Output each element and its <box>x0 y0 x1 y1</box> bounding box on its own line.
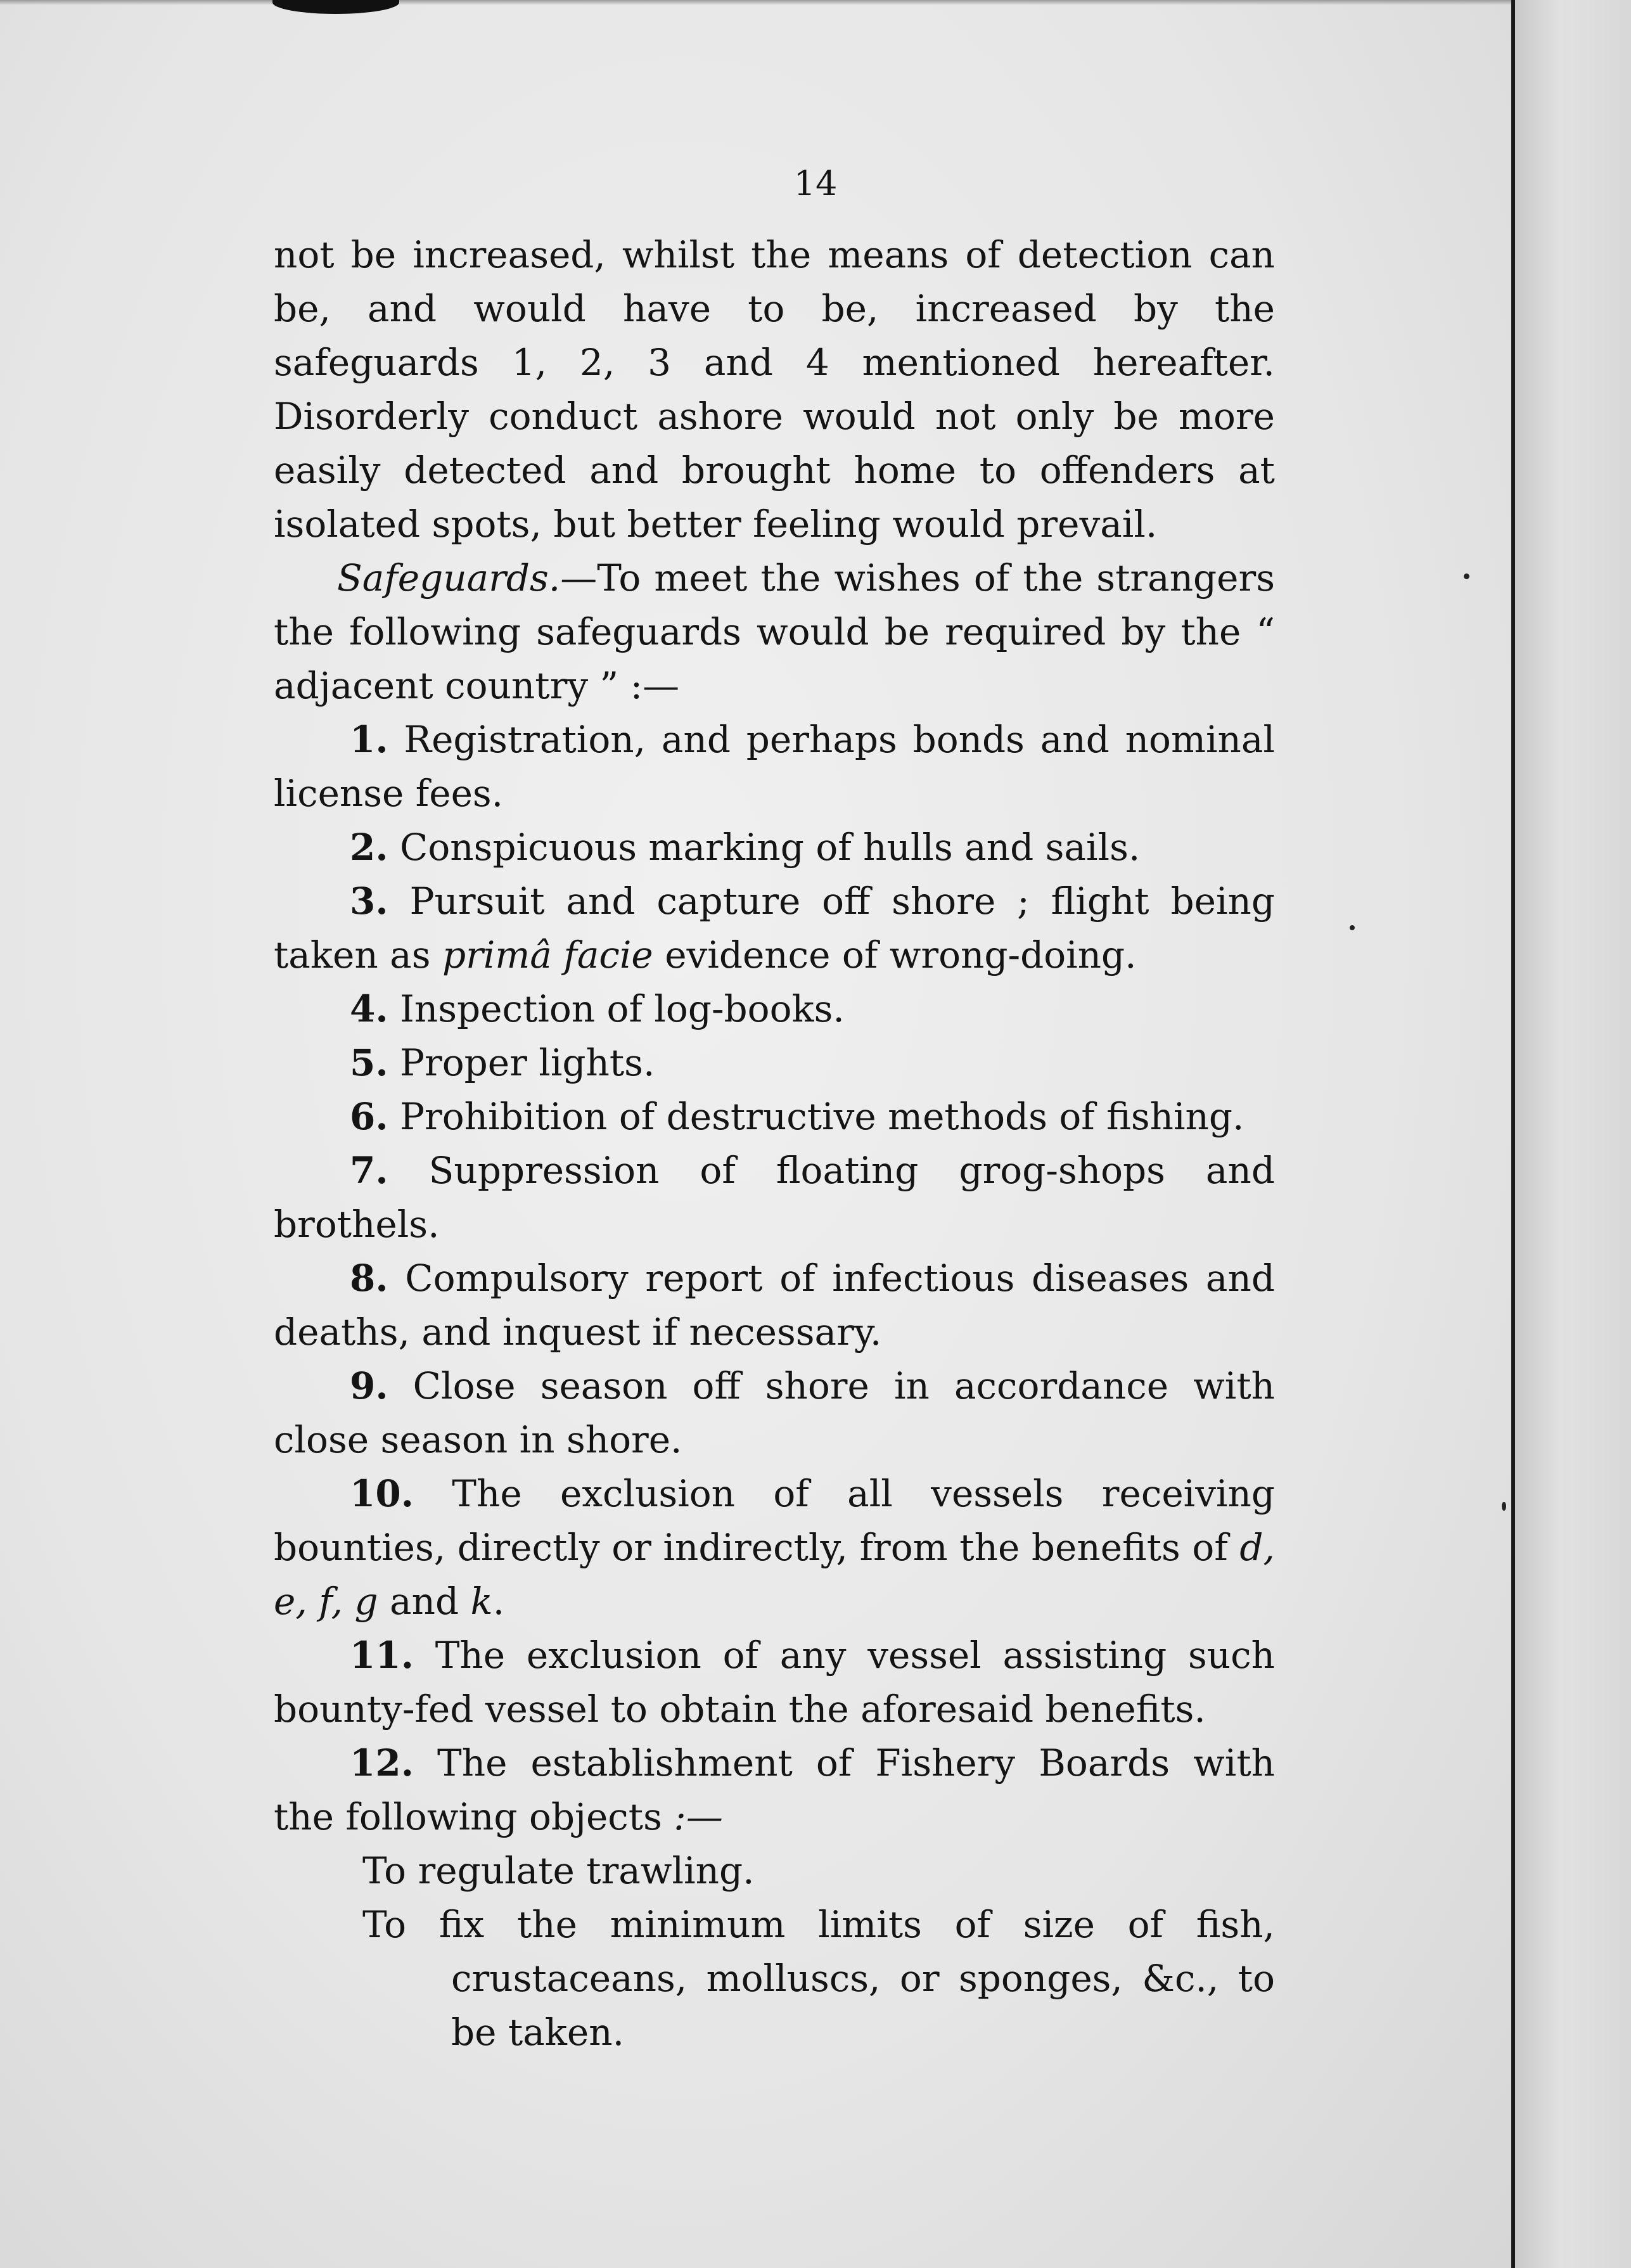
item-text: Close season off shore in accordance with close season in shore. <box>274 1364 1275 1461</box>
safeguards-paragraph <box>274 551 1275 713</box>
item-number: 6. <box>350 1095 388 1138</box>
item-number: 4. <box>350 987 388 1030</box>
item-number: 12. <box>350 1741 414 1784</box>
ink-speck <box>1350 925 1355 930</box>
list-item <box>274 1090 1275 1144</box>
item-text: Proper lights. <box>400 1041 655 1084</box>
sub-item: To fix the minimum limits of size of fish, crustaceans, molluscs, or sponges, &c., to be taken. <box>362 1903 1275 2054</box>
item-number: 2. <box>350 826 388 869</box>
item-text: The establishment of Fishery Boards with the following objects <box>274 1741 1275 1838</box>
item-text: The exclusion of any vessel assisting such bounty-fed vessel to obtain the aforesaid benefits. <box>274 1634 1276 1731</box>
item-text: Conspicuous marking of hulls and sails. <box>400 826 1141 869</box>
page-text <box>274 158 1275 2060</box>
list-item <box>274 1359 1275 1467</box>
list-item <box>274 1036 1275 1090</box>
item-italic-letter: k <box>470 1580 493 1623</box>
list-item <box>274 821 1275 875</box>
page-top-edge <box>0 0 1511 5</box>
item-italic-letters: d, e, f, g <box>274 1526 1275 1623</box>
list-item <box>274 1629 1275 1736</box>
item-number: 10. <box>350 1472 414 1515</box>
ink-speck <box>1502 1502 1506 1511</box>
list-item <box>274 1144 1275 1252</box>
list-item <box>274 982 1275 1036</box>
item-text: The exclusion of all vessels receiving bounties, directly or indirectly, from the benefits of <box>274 1472 1276 1569</box>
item-number: 3. <box>350 880 388 923</box>
item-number: 5. <box>350 1041 388 1084</box>
item-text: and <box>378 1580 471 1623</box>
adjacent-page-strip <box>1515 0 1631 2268</box>
continuation-paragraph: not be increased, whilst the means of detection can be, and would have to be, increased by the safeguards 1, 2, 3 and 4 mentioned hereafter. Disorderly conduct ashore would not only be more easily detected and brought home to offenders at isolated spots, but better feeling would prevail. <box>274 233 1275 546</box>
item-italic-text: :— <box>674 1795 723 1838</box>
item-number: 8. <box>350 1257 388 1300</box>
sub-item: To regulate trawling. <box>362 1849 755 1892</box>
item-italic-text: primâ facie <box>442 933 653 977</box>
item-text: Registration, and perhaps bonds and nominal license fees. <box>274 718 1276 815</box>
item-number: 9. <box>350 1364 388 1407</box>
list-item <box>274 1252 1275 1359</box>
item-number: 11. <box>350 1634 414 1677</box>
item-text: Pursuit and capture off shore ; flight being taken as <box>274 880 1275 977</box>
item-text: evidence of wrong-doing. <box>653 933 1137 977</box>
item-text: Suppression of floating grog-shops and brothels. <box>274 1149 1275 1246</box>
list-item <box>274 713 1275 821</box>
list-item <box>274 875 1275 982</box>
item-number: 1. <box>350 718 388 761</box>
item-text: . <box>492 1580 505 1623</box>
item-text: Inspection of log-books. <box>400 987 845 1030</box>
safeguards-intro: —To meet the wishes of the strangers the following safeguards would be required by the “ adjacent country ” :— <box>274 556 1275 707</box>
item-number: 7. <box>350 1149 388 1192</box>
item-text: Prohibition of destructive methods of fishing. <box>400 1095 1244 1138</box>
ink-speck <box>1464 573 1469 579</box>
page-number: 14 <box>793 163 838 203</box>
item-text: Compulsory report of infectious diseases and deaths, and inquest if necessary. <box>274 1257 1275 1354</box>
safeguards-heading: Safeguards. <box>337 556 561 599</box>
list-item <box>274 1736 1275 1844</box>
list-item <box>274 1467 1275 1629</box>
